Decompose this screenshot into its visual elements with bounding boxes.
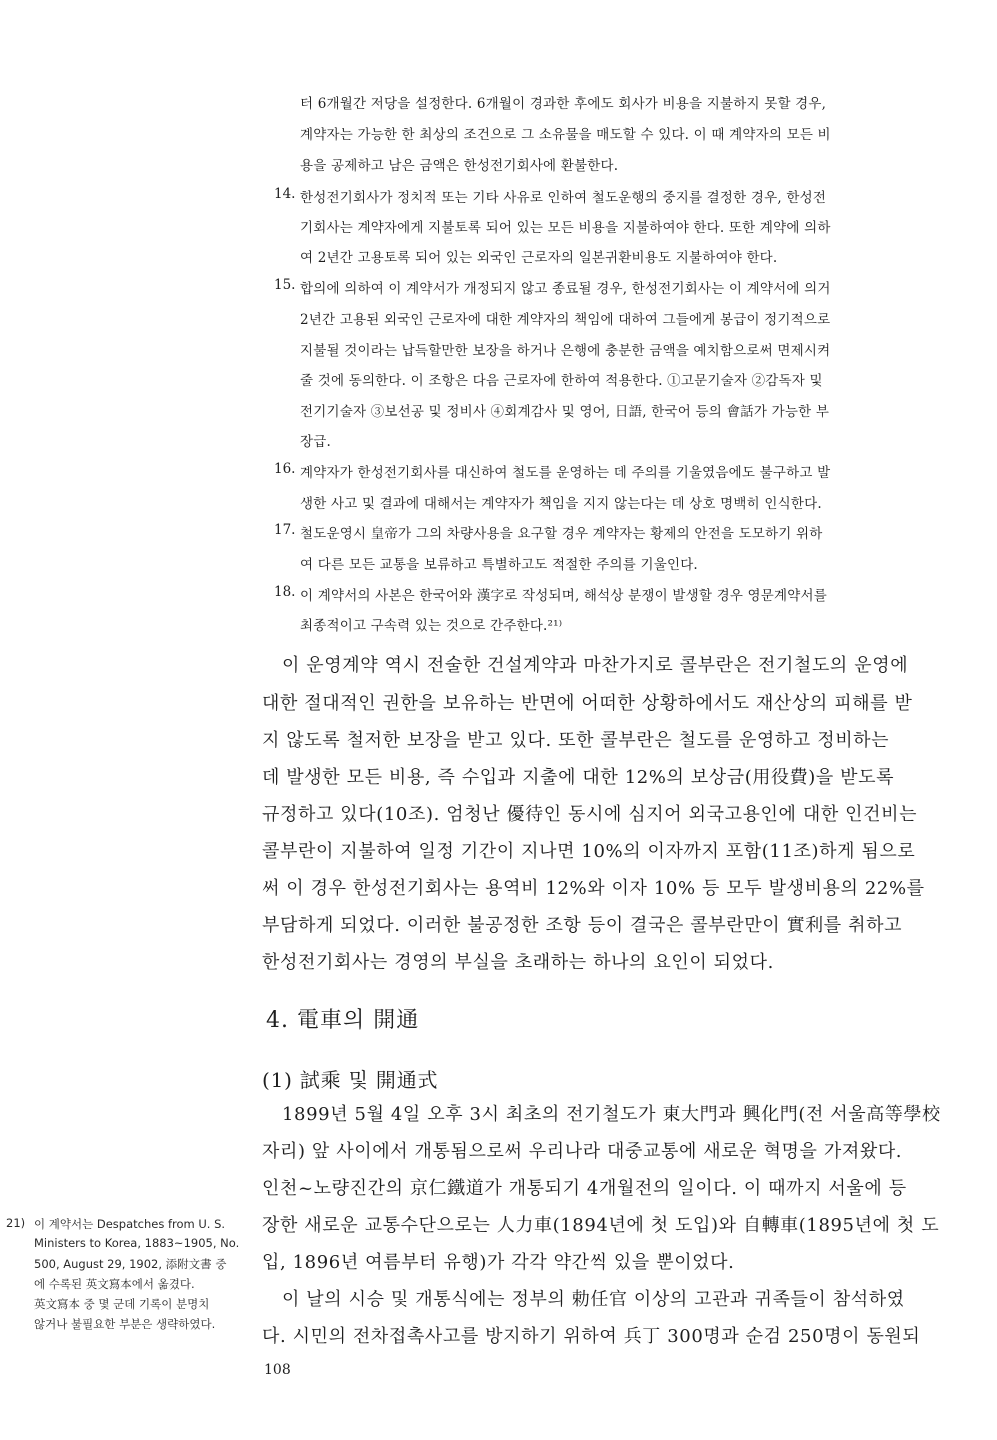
para1-line-2: 대한 절대적인 권한을 보유하는 반면에 어떠한 상황하에서도 재산상의 피해를 받: [262, 693, 913, 714]
item-17-line-1: 철도운영시 皇帝가 그의 차량사용을 요구할 경우 계약자는 황제의 안전을 도모하기 위하: [300, 526, 823, 542]
para1-line-9: 한성전기회사는 경영의 부실을 초래하는 하나의 요인이 되었다.: [262, 952, 774, 973]
footnote-line-2: Ministers to Korea, 1883~1905, No.: [34, 1236, 240, 1250]
item-14-line-3: 여 2년간 고용토록 되어 있는 외국인 근로자의 일본귀환비용도 지불하여야 한다.: [300, 250, 778, 266]
item-17-line-2: 여 다른 모든 교통을 보류하고 특별하고도 적절한 주의를 기울인다.: [300, 557, 698, 573]
item-13-line-1: 터 6개월간 저당을 설정한다. 6개월이 경과한 후에도 회사가 비용을 지불하지 못할 경우,: [300, 96, 827, 112]
item-18-line-1: 이 계약서의 사본은 한국어와 漢字로 작성되며, 해석상 분쟁이 발생할 경우 영문계약서를: [300, 588, 827, 604]
page-number: 108: [264, 1362, 291, 1378]
item-18-line-2: 최종적이고 구속력 있는 것으로 간주한다.²¹⁾: [300, 618, 563, 634]
para2-line-5: 입, 1896년 여름부터 유행)가 각각 약간씩 있을 뿐이었다.: [262, 1252, 735, 1273]
item-16-number: 16.: [274, 461, 296, 477]
para1-line-3: 지 않도록 철저한 보장을 받고 있다. 또한 콜부란은 철도를 운영하고 정비하는: [262, 730, 890, 751]
para3-line-1: 이 날의 시승 및 개통식에는 정부의 勅任官 이상의 고관과 귀족들이 참석하였: [282, 1289, 905, 1310]
para1-line-4: 데 발생한 모든 비용, 즉 수입과 지출에 대한 12%의 보상금(用役費)을 받도록: [262, 767, 895, 788]
item-15-line-1: 합의에 의하여 이 계약서가 개정되지 않고 종료될 경우, 한성전기회사는 이 계약서에 의거: [300, 281, 831, 297]
subsection-heading: (1) 試乘 및 開通式: [262, 1068, 439, 1092]
para1-line-1: 이 운영계약 역시 전술한 건설계약과 마찬가지로 콜부란은 전기철도의 운영에: [282, 655, 909, 676]
para1-line-8: 부담하게 되었다. 이러한 불공정한 조항 등이 결국은 콜부란만이 實利를 취하고: [262, 915, 903, 936]
item-16-line-2: 생한 사고 및 결과에 대해서는 계약자가 책임을 지지 않는다는 데 상호 명백히 인식한다.: [300, 496, 822, 512]
footnote-line-3: 500, August 29, 1902, 添附文書 중: [34, 1257, 227, 1271]
para1-line-7: 써 이 경우 한성전기회사는 용역비 12%와 이자 10% 등 모두 발생비용의 22%를: [262, 878, 925, 899]
section-heading: 4. 電車의 開通: [266, 1008, 420, 1033]
item-15-number: 15.: [274, 277, 296, 293]
para1-line-5: 규정하고 있다(10조). 엄청난 優待인 동시에 심지어 외국고용인에 대한 인건비는: [262, 804, 918, 825]
para2-line-2: 자리) 앞 사이에서 개통됨으로써 우리나라 대중교통에 새로운 혁명을 가져왔다.: [262, 1141, 903, 1162]
para2-line-3: 인천~노량진간의 京仁鐵道가 개통되기 4개월전의 일이다. 이 때까지 서울에 등: [262, 1178, 907, 1199]
item-13-line-2: 계약자는 가능한 한 최상의 조건으로 그 소유물을 매도할 수 있다. 이 때 계약자의 모든 비: [300, 127, 831, 143]
item-15-line-5: 전기기술자 ③보선공 및 정비사 ④회계감사 및 영어, 日語, 한국어 등의 會話가 가능한 부: [300, 404, 830, 420]
para3-line-2: 다. 시민의 전차접촉사고를 방지하기 위하여 兵丁 300명과 순검 250명이 동원되: [262, 1326, 921, 1347]
item-16-line-1: 계약자가 한성전기회사를 대신하여 철도를 운영하는 데 주의를 기울였음에도 불구하고 발: [300, 465, 831, 481]
item-15-line-4: 줄 것에 동의한다. 이 조항은 다음 근로자에 한하여 적용한다. ①고문기술자 ②감독자 및: [300, 373, 823, 389]
item-14-line-1: 한성전기회사가 정치적 또는 기타 사유로 인하여 철도운행의 중지를 결정한 경우, 한성전: [300, 190, 827, 206]
item-15-line-6: 장급.: [300, 434, 331, 450]
item-13-line-3: 용을 공제하고 남은 금액은 한성전기회사에 환불한다.: [300, 158, 619, 174]
item-15-line-3: 지불될 것이라는 납득할만한 보장을 하거나 은행에 충분한 금액을 예치함으로써 면제시켜: [300, 343, 831, 359]
footnote-line-1: 이 계약서는 Despatches from U. S.: [34, 1217, 226, 1231]
footnote-line-4: 에 수록된 英文寫本에서 옮겼다.: [34, 1277, 195, 1291]
footnote-line-6: 않거나 불필요한 부분은 생략하였다.: [34, 1317, 216, 1331]
item-15-line-2: 2년간 고용된 외국인 근로자에 대한 계약자의 책임에 대하여 그들에게 봉급이 정기적으로: [300, 312, 831, 328]
footnote-number: 21): [6, 1216, 26, 1230]
para2-line-1: 1899년 5월 4일 오후 3시 최초의 전기철도가 東大門과 興化門(전 서울高等學校: [282, 1104, 941, 1125]
para2-line-4: 장한 새로운 교통수단으로는 人力車(1894년에 첫 도입)와 自轉車(1895년에 첫 도: [262, 1215, 940, 1236]
item-18-number: 18.: [274, 584, 296, 600]
para1-line-6: 콜부란이 지불하여 일정 기간이 지나면 10%의 이자까지 포함(11조)하게 됨으로: [262, 841, 916, 862]
item-17-number: 17.: [274, 522, 296, 538]
item-14-number: 14.: [274, 186, 296, 202]
footnote-line-5: 英文寫本 중 몇 군데 기록이 분명치: [34, 1297, 210, 1311]
item-14-line-2: 기회사는 계약자에게 지불토록 되어 있는 모든 비용을 지불하여야 한다. 또한 계약에 의하: [300, 220, 831, 236]
